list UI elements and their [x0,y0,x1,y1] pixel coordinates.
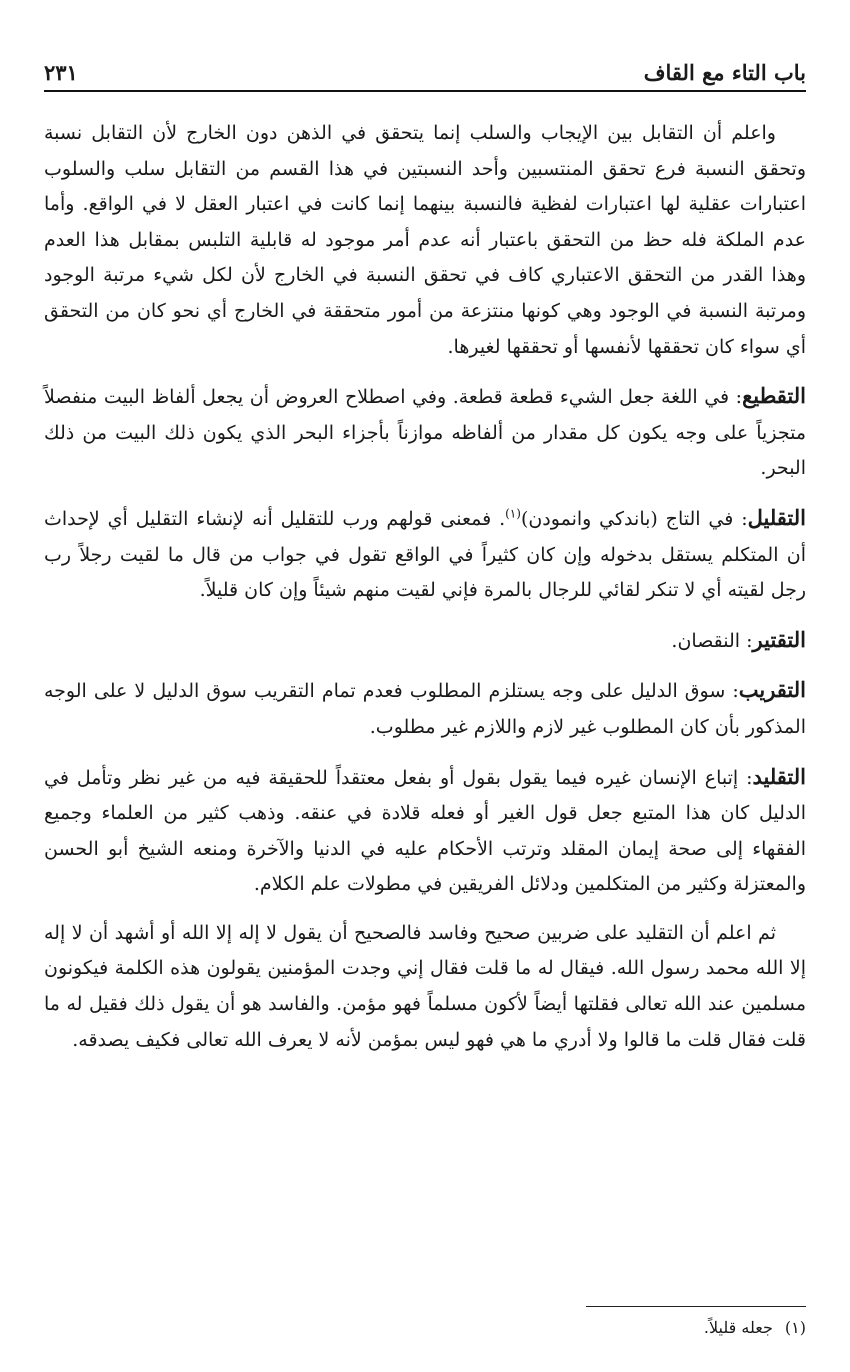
entry-taqtir [44,622,806,660]
entry-definition-continued: . فمعنى قولهم ورب للتقليل أنه لإنشاء التقليل أي لإحداث أن المتكلم يستقل بدخوله وإن كان كثيراً في الواقع تقول في جواب من قال ما لقيت رجلاً رب رجل لقيته أي لا تنكر لقائي للرجال بالمرة فإني لقيت منهم شيئاً وإن كان قليلاً. [44,507,806,602]
entry-term: التقتير [752,626,806,652]
entry-definition: : في التاج (باندكي وانمودن) [520,507,748,530]
paragraph-taqlid-types [44,916,806,1058]
entry-term: التقطيع [742,383,806,409]
footnote-marker: (١) [784,1318,806,1337]
entry-taqlid [44,759,806,903]
entry-term: التقليل [747,504,806,530]
entry-term: التقليد [752,763,806,789]
entry-term: التقريب [738,677,806,703]
page-header [44,54,806,92]
entry-definition: : في اللغة جعل الشيء قطعة قطعة. وفي اصطلاح العروض أن يجعل ألفاظ البيت منفصلاً متجزياً على وجه يكون كل مقدار من ألفاظه موازناً بأجزاء البحر الذي يكون ذلك البيت من ذلك البحر. [44,386,806,480]
footnote-reference[interactable]: (١) [505,506,521,521]
footnote-separator [586,1306,806,1307]
entry-taqrib [44,672,806,745]
paragraph-taqabul [44,116,806,365]
paragraph-text: واعلم أن التقابل بين الإيجاب والسلب إنما يتحقق في الذهن دون الخارج لأن التقابل نسبة وتحقق النسبة فرع تحقق المنتسبين وأحد النسبتين في هذا القسم من التقابل سلب والسلوب اعتبارات عقلية لها اعتبارات لفظية فالنسبة بينهما إنما كانت في اعتبار العقل لا في الواقع. وأما عدم الملكة فله حظ من التحقق باعتبار أنه عدم أمر موجود له قابلية التلبس بمقابل هذا العدم وهذا القدر من التحقق الاعتباري كاف في تحقق النسبة في الخارج لأن لكل شيء مرتبة الوجود ومرتبة النسبة في الوجود وهي كونها منتزعة من أمور متحققة في الخارج أي نحو كان من التحقق أي سواء كان تحققها لأنفسها أو تحققها لغيرها. [44,122,806,358]
footnote-text: جعله قليلاً. [703,1318,773,1337]
chapter-title: باب التاء مع القاف [643,59,806,85]
page-number: ٢٣١ [44,59,78,85]
entry-definition: : النقصان. [671,629,753,652]
paragraph-text: ثم اعلم أن التقليد على ضربين صحيح وفاسد فالصحيح أن يقول لا إله إلا الله أو أشهد أن لا إله إلا الله محمد رسول الله. فيقال له ما قلت فقال إني وجدت المؤمنين يقولون هذه الكلمة فيكونون مسلمين عند الله تعالى فقلتها أيضاً لأكون مسلماً فهو مؤمن. والفاسد هو أن يقول ذلك فقيل له ما قلت فقال قلت ما قالوا ولا أدري ما هي فهو ليس بمؤمن لأنه لا يعرف الله تعالى فكيف يصدقه. [44,921,806,1051]
entry-definition: : سوق الدليل على وجه يستلزم المطلوب فعدم تمام التقريب سوق الدليل لا على الوجه المذكور بأن كان المطلوب غير لازم واللازم غير مطلوب. [44,680,806,738]
footnote [44,1318,806,1337]
main-text [44,116,806,1071]
entry-definition: : إتباع الإنسان غيره فيما يقول بقول أو بفعل معتقداً للحقيقة فيه من غير نظر وتأمل في الدليل كان هذا المتبع جعل قول الغير أو فعله قلادة في عنقه. وذهب كثير من العلماء وجميع الفقهاء إلى صحة إيمان المقلد وترتب الأحكام عليه في الدنيا والآخرة ومنعه الشيخ أبو الحسن والمعتزلة وكثير من المتكلمين ودلائل الفريقين في مطولات علم الكلام. [44,766,806,896]
entry-taqlil [44,500,806,609]
entry-taqti [44,378,806,487]
